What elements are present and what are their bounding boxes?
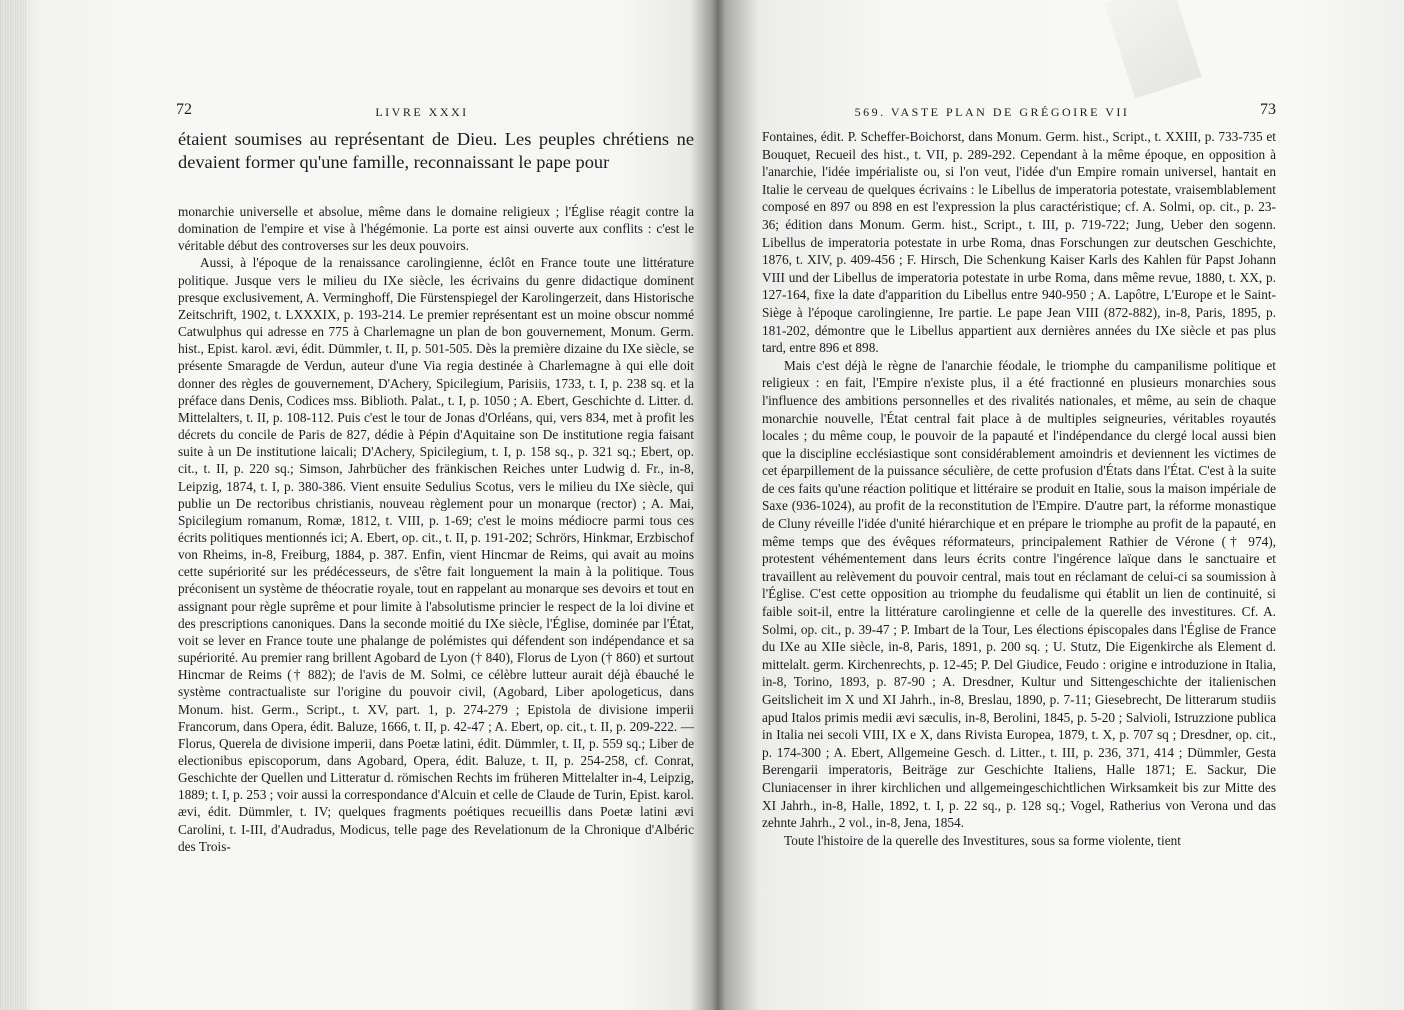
right-footnotes [762, 128, 1276, 849]
left-running-head: LIVRE XXXI [375, 105, 469, 119]
footnote-paragraph: monarchie universelle et absolue, même dans le domaine religieux ; l'Église réagit contre la domination de l'empire et vise à l'hégémonie. La porte est ainsi ouverte aux conflits : c'est le véritable début des controverses sur les deux pouvoirs. [178, 204, 694, 254]
left-page-number: 72 [176, 101, 192, 118]
right-page [748, 0, 1276, 1010]
right-page-header [748, 101, 1276, 123]
footnote-paragraph: Mais c'est déjà le règne de l'anarchie féodale, le triomphe du campanilisme politique et religieux : en fait, l'Empire n'existe plus, il a été fractionné en plusieurs monarchies sous l'influence des ambitions personnelles et des rivalités nationales, et même, au sein de chaque monarchie nouvelle, l'État central fait place à de multiples seigneuries, véritables royautés locales ; du même coup, le pouvoir de la papauté et l'indépendance du clergé local aussi bien que la discipline ecclésiastique sont considérablement amoindris et deviennent les victimes de cet éparpillement de la puissance séculière, de cette profusion d'États dans l'État. C'est à la suite de ces faits qu'une réaction politique et littéraire se produit en Italie, sous la maison impériale de Saxe (936-1024), au profit de la reconstitution de l'Empire. D'autre part, la réforme monastique de Cluny réveille l'idée d'unité hiérarchique et en prépare le triomphe au profit de la papauté, en même temps que des évêques réformateurs, principalement Rathier de Vérone († 974), protestent véhémentement dans leurs écrits contre l'ingérence laïque dans le sanctuaire et travaillent au relèvement du pouvoir central, mais tout en réclamant de celui-ci sa soumission à l'Église. C'est cette opposition au triomphe du feudalisme qui établit un lien de continuité, si faible soit-il, entre la littérature carolingienne et celle de la querelle des investitures. Cf. A. Solmi, op. cit., p. 39-47 ; P. Imbart de la Tour, Les élections épiscopales dans l'Église de France du IXe au XIIe siècle, in-8, Paris, 1891, p. 200 sq. ; U. Stutz, Die Eigenkirche als Element d. mittelalt. germ. Kirchenrechts, p. 12-45; P. Del Giudice, Feudo : origine e introduzione in Italia, in-8, Torino, 1893, p. 87-90 ; A. Dresdner, Kultur und Sittengeschichte der italienischen Geitslicheit im X und XI Jahrh., in-8, Breslau, 1890, p. 7-11; Giesebrecht, De litterarum studiis apud Italos primis medii ævi sæculis, in-8, Berolini, 1845, p. 5-20 ; Salvioli, Istruzzione publica in Italia nei secoli VIII, IX e X, dans Rivista Europea, 1879, t. X, p. 707 sq ; Dresdner, op. cit., p. 174-300 ; A. Ebert, Allgemeine Gesch. d. Litter., t. III, p. 236, 371, 414 ; Dümmler, Gesta Berengarii imperatoris, Beiträge zur Geschichte Italiens, Halle 1871; E. Sackur, Die Cluniacenser in ihrer kirchlichen und allgemeingeschichtlichen Wirksamkeit bis zur Mitte des XI Jahrh., in-8, Halle, 1892, t. I, p. 22 sq., p. 128 sq.; Vogel, Ratherius von Verona und das zehnte Jahrh., 2 vol., in-8, Jena, 1854. [762, 357, 1276, 831]
left-page-header [150, 101, 694, 123]
page-edges [0, 0, 26, 1010]
footnote-paragraph: Toute l'histoire de la querelle des Investitures, sous sa forme violente, tient [784, 832, 1181, 848]
main-paragraph: étaient soumises au représentant de Dieu. Les peuples chrétiens ne devaient former qu'une famille, reconnaissant le pape pour [178, 129, 694, 172]
footnote-paragraph: Aussi, à l'époque de la renaissance carolingienne, éclôt en France toute une littérature politique. Jusque vers le milieu du IXe siècle, les écrivains du genre didactique dominent presque exclusivement, A. Verminghoff, Die Fürstenspiegel der Karolingerzeit, dans Historische Zeitschrift, 1902, t. LXXXIX, p. 193-214. Le premier représentant est un moine obscur nommé Catwulphus qui adresse en 775 à Charlemagne un plan de bon gouvernement, Monum. Germ. hist., Epist. karol. ævi, édit. Dümmler, t. II, p. 501-505. Dès la première dizaine du IXe siècle, se présente Smaragde de Verdun, auteur d'une Via regia destinée à Charlemagne à qui elle doit donner des règles de gouvernement, D'Achery, Spicilegium, Parisiis, 1733, t. I, p. 238 sq. et la préface dans Denis, Codices mss. Biblioth. Palat., t. I, p. 1050 ; A. Ebert, Geschichte d. Litter. d. Mittelalters, t. II, p. 108-112. Puis c'est le tour de Jonas d'Orléans, qui, vers 834, met à profit les décrets du concile de Paris de 827, dédie à Pépin d'Aquitaine son De institutione regia faisant suite à un De institutione laicali; D'Achery, Spicilegium, t. I, p. 158 sq., p. 321 sq.; Ebert, op. cit., t. II, p. 220 sq.; Simson, Jahrbücher des fränkischen Reiches unter Ludwig d. Fr., in-8, Leipzig, 1874, t. I, p. 380-386. Vient ensuite Sedulius Scotus, vers le milieu du IXe siècle, qui publie un De rectoribus christianis, nouveau règlement pour un monarque (rector) ; A. Mai, Spicilegium romanum, Romæ, 1812, t. VIII, p. 1-69; c'est le moins médiocre parmi tous ces écrits politiques mentionnés ici; A. Ebert, op. cit., t. II, p. 191-202; Schrörs, Hinkmar, Erzbischof von Rheims, in-8, Freiburg, 1884, p. 387. Enfin, vient Hincmar de Reims, qui avait au moins cette supériorité sur les prédécesseurs, de s'être fait longuement la main à la politique. Tous préconisent un système de théocratie royale, tout en rappelant au monarque ses devoirs et tout en assignant pour règle suprême et pour limite à l'absolutisme princier le respect de la loi divine et des prescriptions canoniques. Dans la seconde moitié du IXe siècle, l'Église, dominée par l'État, voit se lever en France toute une phalange de polémistes qui défendent son indépendance et sa supériorité. Au premier rang brillent Agobard de Lyon († 840), Florus de Lyon († 860) et surtout Hincmar de Reims († 882); de l'avis de M. Solmi, ce célèbre lutteur aurait déjà ébauché le système contractualiste sur l'origine du pouvoir civil, (Agobard, Liber apologeticus, dans Monum. hist. Germ., Script., t. XV, part. 1, p. 274-279 ; Epistola de divisione imperii Francorum, dans Opera, édit. Baluze, 1666, t. II, p. 42-47 ; A. Ebert, op. cit., t. II, p. 209-222. — Florus, Querela de divisione imperii, dans Poetæ latini, édit. Dümmler, t. II, p. 559 sq.; Liber de electionibus episcoporum, dans Agobard, Opera, édit. Baluze, t. II, p. 254-258, cf. Conrat, Geschichte der Quellen und Litteratur d. römischen Rechts im früheren Mittelalter in-4, Leipzig, 1889; t. I, p. 253 ; voir aussi la correspondance d'Alcuin et celle de Claude de Turin, Epist. karol. ævi, édit. Dümmler, t. IV; quelques fragments poétiques recueillis dans Poetæ latini ævi Carolini, t. I-III, d'Audradus, Modicus, telle page des Revelationum de la Chronique d'Albéric des Trois- [178, 255, 694, 854]
left-footnotes [178, 203, 694, 855]
footnote-paragraph: Fontaines, édit. P. Scheffer-Boichorst, dans Monum. Germ. hist., Script., t. XXIII, p. 733-735 et Bouquet, Recueil des hist., t. VII, p. 289-292. Cependant à la même époque, en opposition à l'anarchie, l'idée impérialiste ou, si l'on veut, l'idée d'un Empire romain universel, hantait en Italie le cerveau de quelques écrivains : le Libellus de imperatoria potestate, vraisemblablement composé en 897 ou 898 en est l'expression la plus caractéristique; cf. A. Solmi, op. cit., p. 23-36; édition dans Monum. Germ. hist., Script., t. III, p. 719-722; Jung, Ueber den sogenn. Libellus de imperatoria potestate in urbe Roma, dnas Forschungen zur deutschen Geschichte, 1876, t. XIV, p. 409-456 ; F. Hirsch, Die Schenkung Kaiser Karls des Kahlen für Papst Johann VIII und der Libellus de imperatoria potestate in urbe Roma, dans même revue, 1880, t. XX, p. 127-164, fixe la date d'apparition du Libellus entre 940-950 ; A. Lapôtre, L'Europe et le Saint-Siège à l'époque carolingienne, Ire partie. Le pape Jean VIII (872-882), in-8, Paris, 1895, p. 181-202, démontre que le Libellus appartient aux dernières années du IXe siècle et pas plus tard, entre 896 et 898. [762, 129, 1276, 356]
right-page-number: 73 [1260, 101, 1276, 118]
left-main-text [178, 128, 694, 174]
right-running-head: 569. VASTE PLAN DE GRÉGOIRE VII [854, 105, 1130, 119]
left-page [150, 0, 694, 1010]
